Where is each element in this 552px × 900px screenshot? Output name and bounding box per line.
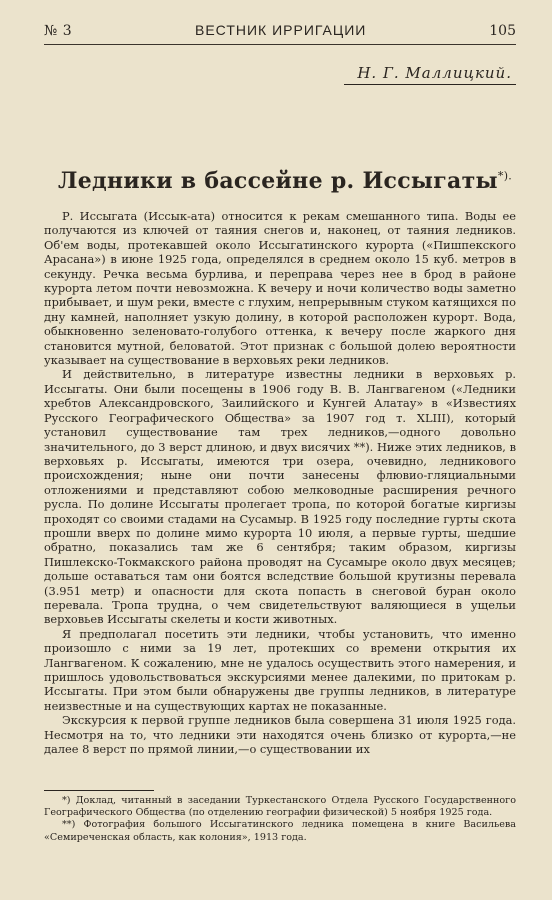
running-head bbox=[44, 22, 516, 39]
article-body bbox=[44, 209, 516, 756]
article-title bbox=[58, 168, 512, 194]
footnote-rule bbox=[44, 790, 154, 791]
issue-number: № 3 bbox=[44, 23, 73, 39]
paragraph: Экскурсия к первой группе ледников была совершена 31 июля 1925 года. Несмотря на то, что ледники эти находятся очень близко от курорта,—не далее 8 верст по прямой линии,—о существовании их bbox=[44, 713, 516, 757]
paragraph: Р. Иссыгата (Иссык-ата) относится к рекам смешанного типа. Воды ее получаются из ключей от таяния снегов и, наконец, от таяния ледников. Об'ем воды, протекавшей около Иссыгатинского курорта («Пишпекского Арасана») в июне 1925 года, определялся в среднем около 15 куб. метров в секунду. Речка весьма бурлива, и переправа через нее в брод в районе курорта летом почти невозможна. К вечеру и ночи количество воды заметно прибывает, и шум реки, вместе с глухим, непрерывным стуком катящихся по дну камней, наполняет узкую долину, в которой расположен курорт. Вода, обыкновенно зеленовато-голубого оттенка, к вечеру после жаркого дня становится мутной, беловатой. Этот признак с большой долею вероятности указывает на существование в верховьях реки ледников. bbox=[44, 209, 516, 368]
paragraph: И действительно, в литературе известны ледники в верховьях р. Иссыгаты. Они были посещены в 1906 году В. В. Лангвагеном («Ледники хребтов Александровского, Заилийского и Кунгей Алатау» в «Известиях Русского Географического Общества» за 1907 год т. XLIII), который установил существование там трех ледников,—одного довольно значительного, до 3 верст длиною, и двух висячих **). Ниже этих ледников, в верховьях р. Иссыгаты, имеются три озера, очевидно, ледникового происхождения; ныне они почти занесены флювио-гляциальными отложениями и представляют собою мелководные расширения речного русла. По долине Иссыгаты пролегает тропа, по которой богатые киргизы проходят со своими стадами на Сусамыр. В 1925 году последние гурты скота прошли вверх по долине мимо курорта 10 июля, а первые гурты, шедшие обратно, показались там же 6 сентября; таким образом, киргизы Пишлекско-Токмакского района проводят на Сусамыре около двух месяцев; дольше оставаться там они боятся вследствие большой крутизны перевала (3.951 метр) и опасности для скота попасть в снеговой буран около перевала. Тропа трудна, о чем свидетельствуют валяющиеся в ущельи верховьев Иссыгаты скелеты и кости животных. bbox=[44, 367, 516, 627]
author-rule bbox=[344, 84, 516, 85]
footnote: *) Доклад, читанный в заседании Туркестанского Отдела Русского Государственного Географического Общества (по отделению географии физической) 5 ноября 1925 года. bbox=[44, 795, 516, 819]
header-rule bbox=[44, 44, 516, 45]
footnotes bbox=[44, 795, 516, 844]
page-number: 105 bbox=[489, 23, 516, 39]
author-name: Н. Г. Маллицкий. bbox=[357, 64, 512, 82]
footnote: **) Фотография большого Иссыгатинского ледника помещена в книге Васильева «Семиреченская область, как колония», 1913 года. bbox=[44, 819, 516, 843]
paragraph: Я предполагал посетить эти ледники, чтобы установить, что именно произошло с ними за 19 лет, протекших со времени открытия их Лангвагеном. К сожалению, мне не удалось осуществить этого намерения, и пришлось удовольствоваться экскурсиями менее далекими, по притокам р. Иссыгаты. При этом были обнаружены две группы ледников, в литературе неизвестные и на существующих картах не показанные. bbox=[44, 626, 516, 713]
article-title-text: Ледники в бассейне р. Иссыгаты bbox=[58, 168, 498, 194]
title-footnote-mark: *). bbox=[497, 169, 513, 183]
journal-title: ВЕСТНИК ИРРИГАЦИИ bbox=[195, 22, 367, 38]
